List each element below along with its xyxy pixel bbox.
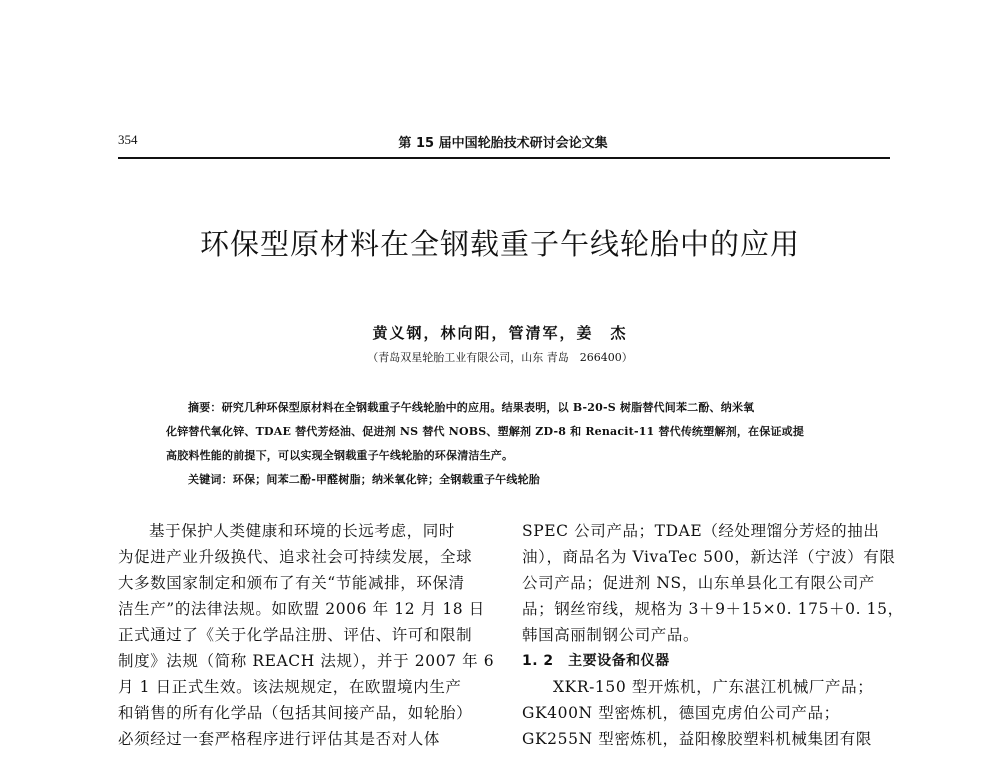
body-line: SPEC 公司产品；TDAE（经处理馏分芳烃的抽出 <box>522 522 880 540</box>
abstract <box>166 396 850 492</box>
header-rule <box>118 157 890 159</box>
body-line: GK400N 型密炼机，德国克虏伯公司产品； <box>522 704 840 722</box>
abstract-line: 化锌替代氧化锌、TDAE 替代芳烃油、促进剂 NS 替代 NOBS、塑解剂 ZD-8 和 Renacit-11 替代传统塑解剂，在保证或提 <box>166 425 805 438</box>
body-right-column <box>522 518 904 752</box>
paper-title: 环保型原材料在全钢载重子午线轮胎中的应用 <box>199 227 800 261</box>
journal-title: 第 15 届中国轮胎技术研讨会论文集 <box>398 136 608 151</box>
section-heading: 1. 2 主要设备和仪器 <box>522 653 670 669</box>
body-line: 公司产品；促进剂 NS，山东单县化工有限公司产 <box>522 574 875 592</box>
body-line: 洁生产”的法律法规。如欧盟 2006 年 12 月 18 日 <box>118 600 485 618</box>
body-line: GK255N 型密炼机，益阳橡胶塑料机械集团有限 <box>522 730 872 748</box>
body-line: 大多数国家制定和颁布了有关“节能减排，环保清 <box>118 574 465 592</box>
body-line: 正式通过了《关于化学品注册、评估、许可和限制 <box>118 626 473 644</box>
abstract-line: 摘要：研究几种环保型原材料在全钢载重子午线轮胎中的应用。结果表明，以 B-20-S 树脂替代间苯二酚、纳米氧 <box>188 401 755 414</box>
keywords: 关键词：环保；间苯二酚-甲醛树脂；纳米氧化锌；全钢载重子午线轮胎 <box>188 473 540 486</box>
body-line: 月 1 日正式生效。该法规规定，在欧盟境内生产 <box>118 678 462 696</box>
authors: 黄义钢，林向阳，管清军，姜 杰 <box>372 324 628 342</box>
body-line: 必须经过一套严格程序进行评估其是否对人体 <box>118 730 441 748</box>
body-left-column <box>118 518 495 752</box>
body-line: XKR-150 型开炼机，广东湛江机械厂产品； <box>553 678 874 696</box>
body-line: 韩国高丽制钢公司产品。 <box>522 626 700 644</box>
affiliation: （青岛双星轮胎工业有限公司，山东 青岛 266400） <box>367 351 633 364</box>
body-line: 和销售的所有化学品（包括其间接产品，如轮胎） <box>118 704 473 722</box>
body-line: 油），商品名为 VivaTec 500，新达洋（宁波）有限 <box>522 548 896 566</box>
body-line: 制度》法规（简称 REACH 法规），并于 2007 年 6 <box>118 652 495 670</box>
body-line: 基于保护人类健康和环境的长远考虑，同时 <box>149 522 455 540</box>
running-header <box>118 132 888 152</box>
abstract-line: 高胶料性能的前提下，可以实现全钢载重子午线轮胎的环保清洁生产。 <box>166 449 514 462</box>
page-number: 354 <box>118 132 138 147</box>
body-line: 为促进产业升级换代、追求社会可持续发展，全球 <box>118 548 473 566</box>
body-line: 品；钢丝帘线，规格为 3＋9＋15×0. 175＋0. 15， <box>522 600 904 618</box>
